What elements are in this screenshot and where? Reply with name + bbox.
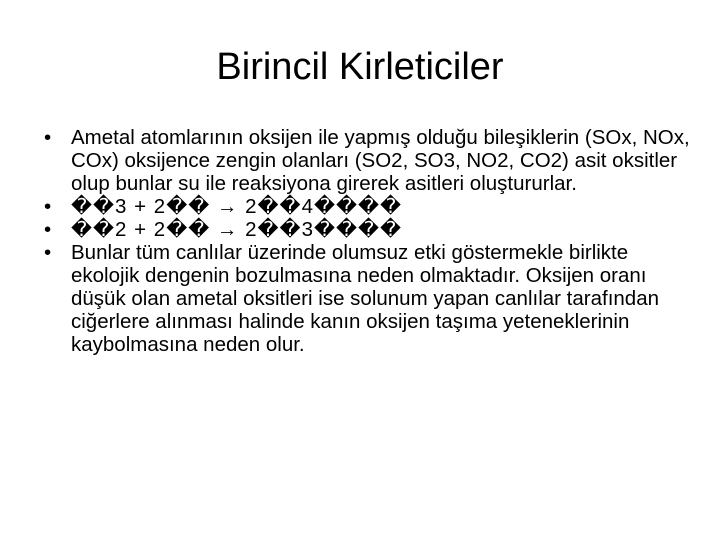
bullet-list [44, 126, 692, 356]
slide-title: Birincil Kirleticiler [216, 46, 504, 88]
bullet-item-effects [44, 241, 692, 356]
equation-text: ��2 + 2�� → 2��3���� [71, 218, 403, 241]
bullet-point-icon: • [44, 126, 52, 149]
bullet-point-icon: • [44, 241, 52, 264]
bullet-text: Bunlar tüm canlılar üzerinde olumsuz etki göstermekle birlikte ekolojik dengenin bozulmasına neden olmaktadır. Oksijen oranı düşük olan ametal oksitleri ise solunum yapan canlılar tarafından ciğerlere alınması halinde kanın oksijen taşıma yeteneklerinin kaybolmasına neden olur. [71, 241, 659, 356]
bullet-point-icon: • [44, 195, 52, 218]
bullet-item-equation-2 [44, 218, 692, 241]
bullet-point-icon: • [44, 218, 52, 241]
bullet-text: Ametal atomlarının oksijen ile yapmış olduğu bileşiklerin (SOx, NOx, COx) oksijence zengin olanları (SO2, SO3, NO2, CO2) asit oksitler olup bunlar su ile reaksiyona girerek asitleri oluştururlar. [71, 126, 690, 195]
bullet-item-equation-1 [44, 195, 692, 218]
bullet-item-acid-oxides [44, 126, 692, 195]
equation-text: ��3 + 2�� → 2��4���� [71, 195, 403, 218]
